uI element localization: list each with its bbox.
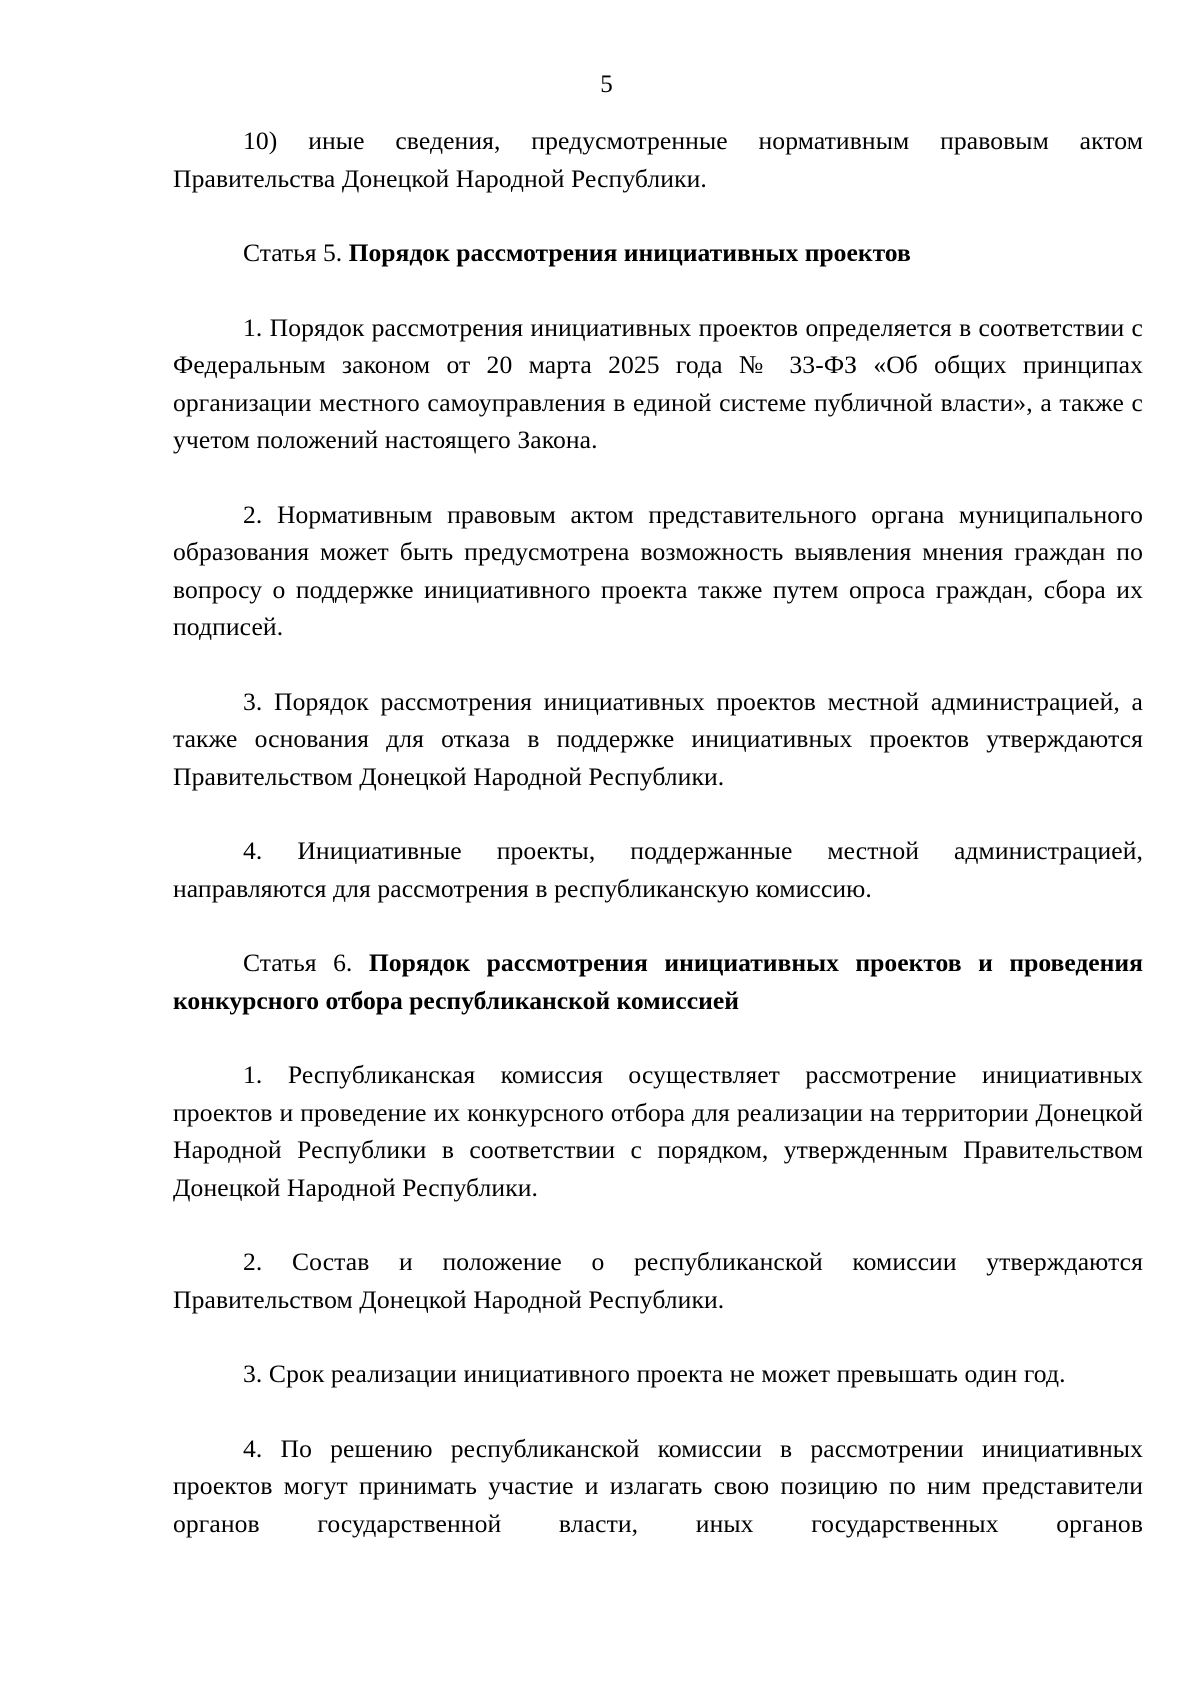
article-6-paragraph-2: 2. Состав и положение о республиканской комиссии утверждаются Правительством Донецкой Народной Республики. <box>173 1247 1143 1314</box>
article-5-paragraph-2: 2. Нормативным правовым актом представительного органа муниципального образования может быть предусмотрена возможность выявления мнения граждан по вопросу о поддержке инициативного проекта также путем опроса граждан, сбора их подписей. <box>173 499 1143 641</box>
page-number: 5 <box>600 71 613 98</box>
document-body <box>173 122 1143 1579</box>
article-5-title: Порядок рассмотрения инициативных проектов <box>348 238 911 267</box>
article-5-paragraph-4: 4. Инициативные проекты, поддержанные местной администрацией, направляются для рассмотрения в республиканскую комиссию. <box>173 836 1143 903</box>
article-5-heading <box>173 234 1143 272</box>
paragraph-item-10: 10) иные сведения, предусмотренные нормативным правовым актом Правительства Донецкой Народной Республики. <box>173 126 1143 193</box>
article-5-paragraph-1: 1. Порядок рассмотрения инициативных проектов определяется в соответствии с Федеральным законом от 20 марта 2025 года № 33-ФЗ «Об общих принципах организации местного самоуправления в единой системе публичной власти», а также с учетом положений настоящего Закона. <box>173 312 1143 454</box>
article-5-prefix: Статья 5. <box>243 238 343 267</box>
article-5-paragraph-3: 3. Порядок рассмотрения инициативных проектов местной администрацией, а также основания для отказа в поддержке инициативных проектов утверждаются Правительством Донецкой Народной Республики. <box>173 686 1143 791</box>
article-6-paragraph-1: 1. Республиканская комиссия осуществляет рассмотрение инициативных проектов и проведение их конкурсного отбора для реализации на территории Донецкой Народной Республики в соответствии с порядком, утвержденным Правительством Донецкой Народной Республики. <box>173 1060 1143 1202</box>
article-6-paragraph-4: 4. По решению республиканской комиссии в рассмотрении инициативных проектов могут принимать участие и излагать свою позицию по ним представители органов государственной власти, иных государственных органов <box>173 1433 1143 1538</box>
article-6-title: Порядок рассмотрения инициативных проектов и проведения конкурсного отбора республиканской комиссией <box>173 948 1143 1015</box>
article-6-prefix: Статья 6. <box>243 948 353 977</box>
article-6-paragraph-3: 3. Срок реализации инициативного проекта не может превышать один год. <box>243 1359 1066 1388</box>
article-6-heading <box>173 944 1143 1019</box>
